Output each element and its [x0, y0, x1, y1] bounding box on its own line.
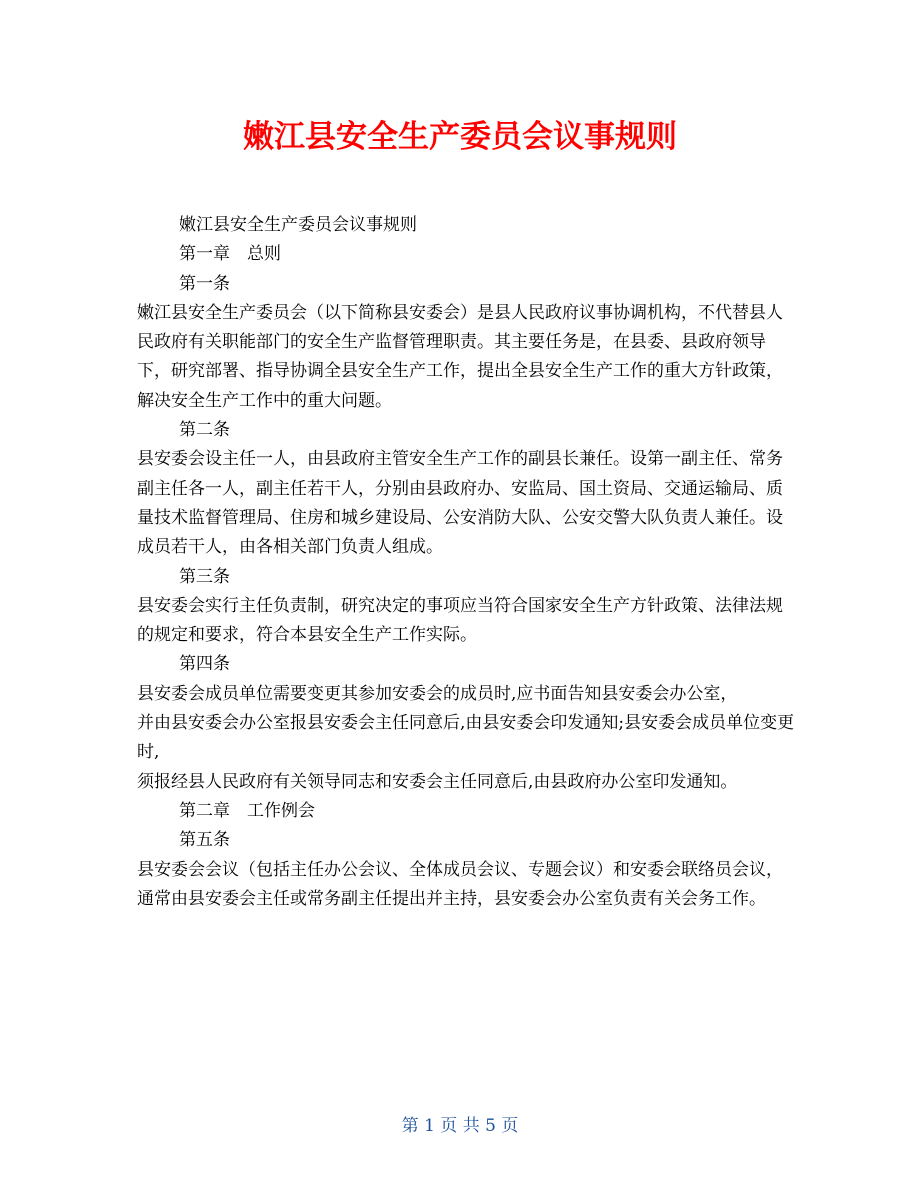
page-number: 第 1 页 共 5 页 — [401, 1116, 519, 1136]
document-body — [137, 211, 797, 914]
article-heading: 第五条 — [179, 830, 230, 851]
article-body: 并由县安委会办公室报县安委会主任同意后,由县安委会印发通知;县安委会成员单位变更时, — [137, 713, 795, 763]
article-body: 县安委会成员单位需要变更其参加安委会的成员时,应书面告知县安委会办公室， — [137, 683, 738, 704]
article-body: 县安委会会议（包括主任办公会议、全体成员会议、专题会议）和安委会联络员会议，通常由县安委会主任或常务副主任提出并主持，县安委会办公室负责有关会务工作。 — [137, 859, 783, 909]
chapter-heading: 第一章 总则 — [179, 244, 281, 265]
paragraph-heading: 嫩江县安全生产委员会议事规则 — [179, 215, 417, 235]
article-heading: 第三条 — [179, 566, 230, 587]
chapter-heading: 第二章 工作例会 — [179, 800, 315, 821]
article-heading: 第四条 — [179, 654, 230, 675]
article-heading: 第一条 — [179, 273, 230, 294]
article-body: 县安委会实行主任负责制，研究决定的事项应当符合国家安全生产方针政策、法律法规的规定和要求，符合本县安全生产工作实际。 — [137, 595, 783, 646]
article-heading: 第二条 — [179, 420, 230, 441]
article-body: 须报经县人民政府有关领导同志和安委会主任同意后,由县政府办公室印发通知。 — [137, 771, 738, 792]
page-footer — [0, 1111, 920, 1141]
document-title: 嫩江县安全生产委员会议事规则 — [243, 119, 677, 155]
article-body: 嫩江县安全生产委员会（以下简称县安委会）是县人民政府议事协调机构，不代替县人民政府有关职能部门的安全生产监督管理职责。其主要任务是，在县委、县政府领导下，研究部署、指导协调全县安全生产工作，提出全县安全生产工作的重大方针政策，解决安全生产工作中的重大问题。 — [137, 302, 783, 411]
article-body: 县安委会设主任一人，由县政府主管安全生产工作的副县长兼任。设第一副主任、常务副主任各一人，副主任若干人，分别由县政府办、安监局、国土资局、交通运输局、质量技术监督管理局、住房和城乡建设局、公安消防大队、公安交警大队负责人兼任。设成员若干人，由各相关部门负责人组成。 — [137, 449, 783, 558]
